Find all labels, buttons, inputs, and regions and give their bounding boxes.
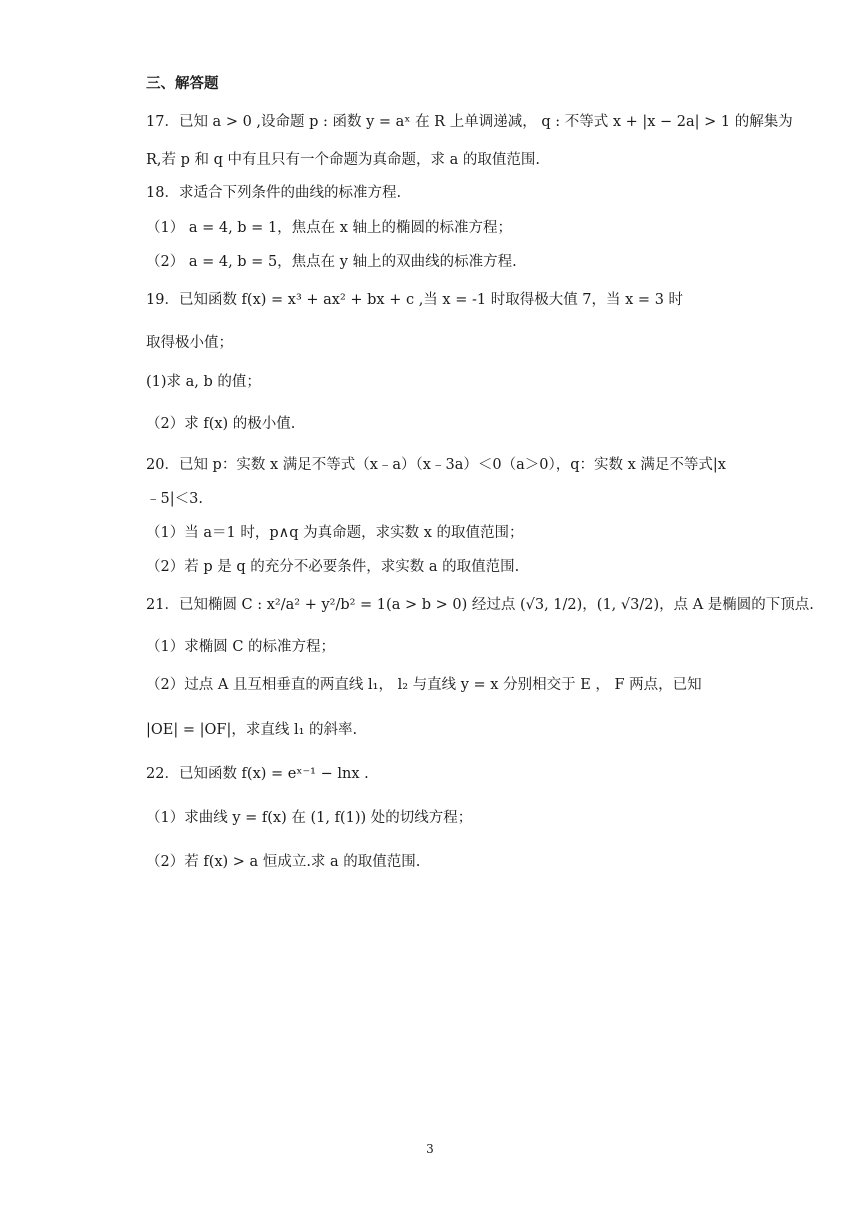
question-19-line-1: 19．已知函数 f(x) = x³ + ax² + bx + c ,当 x = -1 时取得极大值 7，当 x = 3 时: [146, 292, 684, 308]
question-22-line-1: 22．已知函数 f(x) = eˣ⁻¹ − lnx .: [146, 766, 369, 782]
question-21-line-3: （2）过点 A 且互相垂直的两直线 l₁， l₂ 与直线 y = x 分别相交于 E ， F 两点，已知: [146, 677, 702, 693]
question-22-line-2: （1）求曲线 y = f(x) 在 (1, f(1)) 处的切线方程；: [146, 810, 473, 826]
question-18-line-2: （1） a = 4, b = 1，焦点在 x 轴上的椭圆的标准方程；: [146, 220, 513, 236]
question-21-line-4: |OE| = |OF|，求直线 l₁ 的斜率.: [146, 722, 358, 738]
question-17-line-1: 17．已知 a > 0 ,设命题 p : 函数 y = aˣ 在 R 上单调递减， q : 不等式 x + |x − 2a| > 1 的解集为: [146, 114, 793, 130]
question-20-line-2: ﹣5|＜3.: [146, 491, 203, 507]
question-18-line-3: （2） a = 4, b = 5，焦点在 y 轴上的双曲线的标准方程.: [146, 254, 517, 270]
question-17-line-2: R,若 p 和 q 中有且只有一个命题为真命题，求 a 的取值范围.: [146, 152, 540, 168]
question-19-line-4: （2）求 f(x) 的极小值.: [146, 416, 296, 432]
question-20-line-4: （2）若 p 是 q 的充分不必要条件，求实数 a 的取值范围.: [146, 559, 520, 575]
page-number: 3: [426, 1142, 434, 1156]
question-21-line-1: 21．已知椭圆 C : x²/a² + y²/b² = 1(a > b > 0) 经过点 (√3, 1/2)，(1, √3/2)，点 A 是椭圆的下顶点.: [146, 597, 814, 613]
question-22-line-3: （2）若 f(x) > a 恒成立.求 a 的取值范围.: [146, 854, 421, 870]
question-18-line-1: 18．求适合下列条件的曲线的标准方程.: [146, 185, 402, 201]
question-21-line-2: （1）求椭圆 C 的标准方程；: [146, 639, 336, 655]
section-title: 三、解答题: [146, 76, 219, 92]
question-20-line-1: 20．已知 p：实数 x 满足不等式（x﹣a）（x﹣3a）＜0（a＞0），q：实数 x 满足不等式|x: [146, 457, 726, 473]
question-20-line-3: （1）当 a＝1 时，p∧q 为真命题，求实数 x 的取值范围；: [146, 525, 524, 541]
question-19-line-3: (1)求 a, b 的值；: [146, 374, 261, 390]
question-19-line-2: 取得极小值；: [146, 335, 233, 351]
